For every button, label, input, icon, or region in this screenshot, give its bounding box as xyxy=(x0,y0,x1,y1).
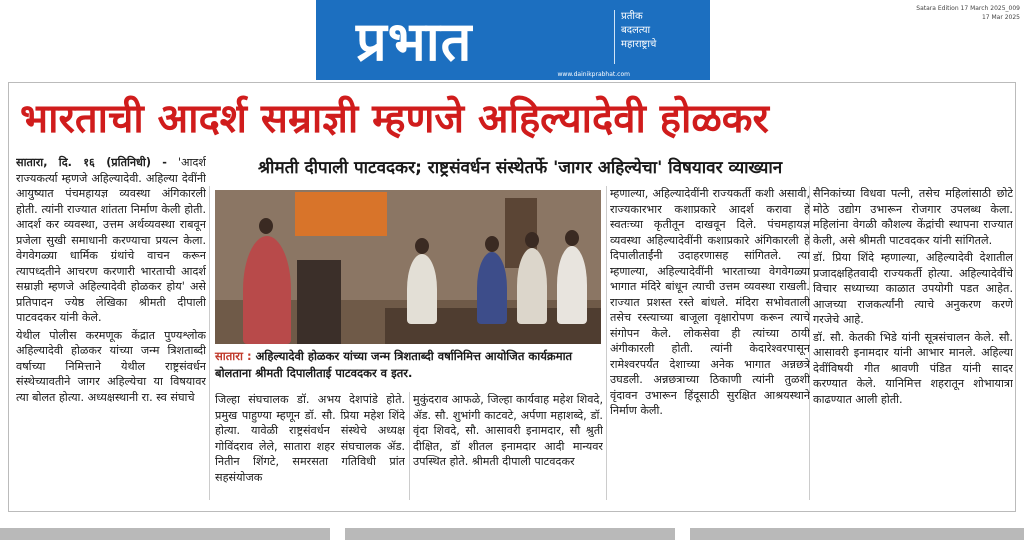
photo-banner xyxy=(295,192,387,236)
photo-speaker xyxy=(243,236,291,344)
article-paragraph: म्हणाल्या, अहिल्यादेवींनी राज्यकर्ती कशी असावी, राज्यकारभार कशाप्रकारे आदर्श करावा हे स्वतःच्या कृतीतून दाखवून दिले. पंचमहायज्ञ व्यवस्था अहिल्यादेवींनी कशाप्रकारे अंगिकारली हे दिपालीताईंनी उदाहरणासह सांगितले. त्या म्हणाल्या, अहिल्यादेवींनी भारताच्या वेगवेगळ्या भागात मंदिरे बांधून त्याची उत्तम व्यवस्था राखली. राज्यात प्रशस्त रस्ते बांधले. मंदिरा सभोवताली तसेच रस्त्याच्या बाजूला वृक्षारोपण करून त्याचे संगोपन केले. लोकसेवा ही त्यांच्या ठायी अंगीकारली होती. त्यांनी केदारेश्वरपासून रामेश्वरपर्यंत देशाच्या अनेक भागात अन्नछत्रे उघडली. अन्नछत्राच्या ठिकाणी त्यांनी तुळशी वृंदावन उभारून हिंदूसाठी सुरक्षित आश्रयस्थाने निर्माण केली. xyxy=(610,187,810,417)
footer-strip xyxy=(0,528,1024,540)
photo-guest xyxy=(557,246,587,324)
footer-bar xyxy=(0,528,330,540)
edition-date: 17 Mar 2025 xyxy=(981,14,1020,21)
dateline: सातारा, दि. १६ (प्रतिनिधी) - xyxy=(16,156,167,169)
article-paragraph: येथील पोलीस करमणूक केंद्रात पुण्यश्लोक अहिल्यादेवी होळकर यांच्या जन्म त्रिशताब्दी वर्षाच्या निमित्ताने येथील राष्ट्रसंवर्धन संस्थेच्यावतीने जागर अहिल्येचा या विषयावर त्या बोलत होत्या. अध्यक्षस्थानी रा. स्व संघाचे xyxy=(16,328,206,404)
article-headline: भारताची आदर्श सम्राज्ञी म्हणजे अहिल्यादेवी होळकर xyxy=(20,95,769,142)
edition-info xyxy=(900,4,1020,22)
website-url: www.dainikprabhat.com xyxy=(557,71,630,78)
photo-caption xyxy=(215,348,601,382)
masthead xyxy=(316,0,710,80)
newspaper-logo: प्रभात xyxy=(356,10,473,73)
photo-guest xyxy=(407,254,437,324)
article-paragraph: डॉ. प्रिया शिंदे म्हणाल्या, अहिल्यादेवी देशातील प्रजादक्षहितवादी राज्यकर्ती होत्या. अहिल्यादेवींचे विचार सध्याच्या काळात उपयोगी पडत आहेत. आजच्या राजकर्त्यांनी त्याचे अनुकरण करणे गरजेचे आहे. xyxy=(813,251,1013,326)
article-paragraph: मुकुंदराव आफळे, जिल्हा कार्यवाह महेश शिवदे, ॲड. सौ. शुभांगी काटवटे, अर्पणा महाशब्दे, डॉ. वृंदा शिवदे, सौ. आसावरी इनामदार, सौ श्रुती दीक्षित, डॉ शीतल इनामदार आदी मान्यवर उपस्थित होते. श्रीमती दीपाली पाटवदकर xyxy=(413,393,603,468)
paragraph-text: 'आदर्श राज्यकर्त्या म्हणजे अहिल्यादेवी. अहिल्या देवींनी आयुष्यात पंचमहायज्ञ व्यवस्था अंगिकारली होती. त्यांनी राज्यात शांतता निर्माण केली होती. आदर्श कर व्यवस्था, उत्तम अर्थव्यवस्था राबवून प्रजेला सुखी समाधानी करण्याचा प्रयत्न केला. वेगवेगळ्या धार्मिक ग्रंथांचे वाचन करून त्यापध्दतीने आचरण करणारी भारताची आदर्श सम्राज्ञी म्हणजे अहिल्यादेवी होळकर होय' असे प्रतिपादन ज्येष्ठ लेखिका श्रीमती दीपाली पाटवदकर यांनी केले. xyxy=(16,156,206,324)
footer-bar xyxy=(690,528,1024,540)
tagline-line: प्रतीक xyxy=(621,11,643,22)
article-photo xyxy=(215,190,601,344)
caption-place: सातारा : xyxy=(215,349,252,363)
photo-podium xyxy=(297,260,341,344)
tagline-line: बदलत्या xyxy=(621,25,651,36)
column-divider xyxy=(409,392,410,500)
article-column-4 xyxy=(813,186,1013,498)
tagline-line: महाराष्ट्राचे xyxy=(621,39,657,50)
article-column-2b xyxy=(413,392,603,500)
article-column-1 xyxy=(16,155,206,500)
edition-line: Satara Edition 17 March 2025_009 xyxy=(916,5,1020,12)
photo-guest-head xyxy=(415,238,429,254)
photo-speaker-head xyxy=(259,218,273,234)
photo-guest xyxy=(477,252,507,324)
article-column-2a xyxy=(215,392,405,500)
photo-guest xyxy=(517,248,547,324)
article-paragraph xyxy=(16,155,206,326)
photo-guest-head xyxy=(485,236,499,252)
photo-guest-head xyxy=(565,230,579,246)
footer-bar xyxy=(345,528,675,540)
caption-text: अहिल्यादेवी होळकर यांच्या जन्म त्रिशताब्दी वर्षानिमित्त आयोजित कार्यक्रमात बोलताना श्रीमती दिपालीताई पाटवदकर व इतर. xyxy=(215,349,573,380)
column-divider xyxy=(209,186,210,500)
tagline-box xyxy=(614,10,688,64)
column-divider xyxy=(606,186,607,500)
article-paragraph: जिल्हा संघचालक डॉ. अभय देशपांडे होते. प्रमुख पाहुण्या म्हणून डॉ. सौ. प्रिया महेश शिंदे होत्या. यावेळी राष्ट्रसंवर्धन संस्थेचे अध्यक्ष गोविंदराव लेले, सातारा शहर संघचालक ॲड. नितीन शिंगटे, समरसता गतिविधी प्रांत सहसंयोजक xyxy=(215,393,405,484)
article-subheadline: श्रीमती दीपाली पाटवदकर; राष्ट्रसंवर्धन संस्थेतर्फे 'जागर अहिल्येचा' विषयावर व्याख्यान xyxy=(258,158,783,178)
article-paragraph: डॉ. सौ. केतकी भिडे यांनी सूत्रसंचालन केले. सौ. आसावरी इनामदार यांनी आभार मानले. अहिल्या देवींविषयी गीत श्रावणी पंडित यांनी सादर करण्यात केले. यानिमित्त शहरातून शोभायात्रा काढण्यात आली होती. xyxy=(813,330,1013,406)
article-paragraph: सैनिकांच्या विधवा पत्नी, तसेच महिलांसाठी छोटे मोठे उद्योग उभारून रोजगार उपलब्ध केला. महिलांना वेगळी कौशल्य केंद्रांची स्थापना राज्यात केली, असे श्रीमती पाटवदकर यांनी सांगितले. xyxy=(813,187,1013,247)
article-column-3 xyxy=(610,186,810,498)
photo-guest-head xyxy=(525,232,539,248)
